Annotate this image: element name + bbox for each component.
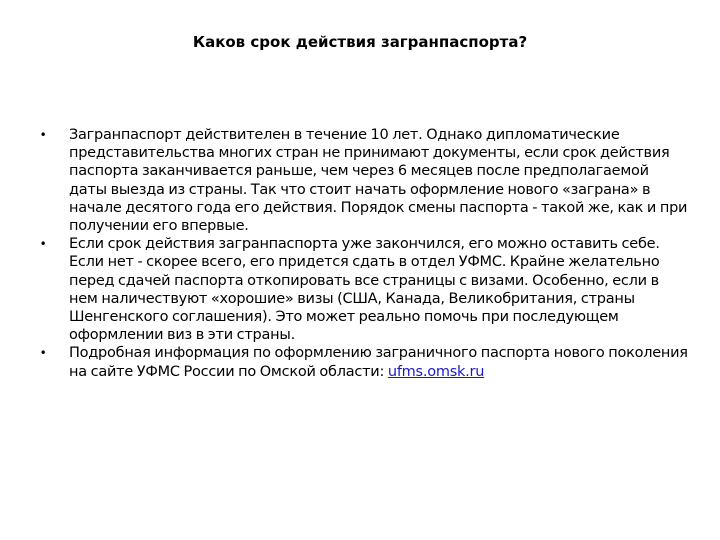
list-item-text: Загранпаспорт действителен в течение 10 лет. Однако дипломатические представительства многих стран не принимают документы, если срок действия паспорта заканчивается раньше, чем через 6 месяцев после предполагаемой даты выезда из страны. Так что стоит начать оформление нового «заграна» в начале десятого года его действия. Порядок смены паспорта - такой же, как и при получении его впервые. <box>69 127 688 235</box>
page-title: Каков срок действия загранпаспорта? <box>192 33 528 51</box>
list-item <box>38 235 690 344</box>
bullet-list <box>38 126 690 381</box>
bullet-icon: • <box>39 237 47 252</box>
bullet-icon: • <box>39 346 47 361</box>
list-item-text: Подробная информация по оформлению заграничного паспорта нового поколения на сайте УФМС России по Омской области: <box>69 345 688 380</box>
list-item-text: Если срок действия загранпаспорта уже закончился, его можно оставить себе. Если нет - скорее всего, его придется сдать в отдел УФМС. Крайне желательно перед сдачей паспорта откопировать все страницы с визами. Особенно, если в нем наличествуют «хорошие» визы (США, Канада, Великобритания, страны Шенгенского соглашения). Это может реально помочь при последующем оформлении виз в эти страны. <box>69 236 660 344</box>
list-item <box>38 344 690 380</box>
ufms-link[interactable]: ufms.omsk.ru <box>387 363 485 380</box>
list-item <box>38 126 690 235</box>
bullet-icon: • <box>39 128 47 142</box>
